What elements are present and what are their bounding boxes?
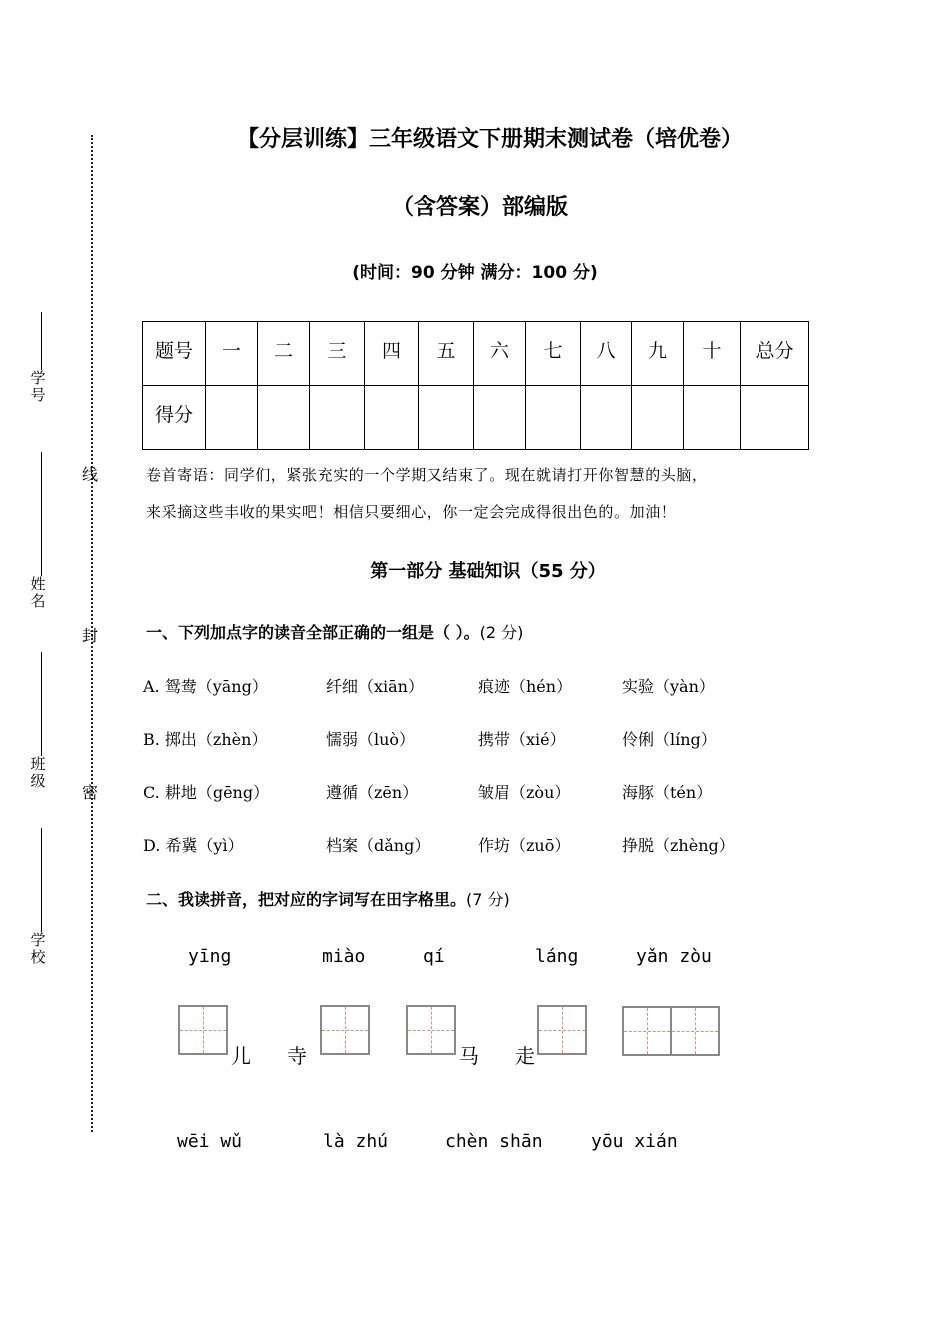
tianzige-box[interactable] bbox=[406, 1005, 456, 1055]
pinyin-lazhu: là zhú bbox=[323, 1131, 389, 1152]
student-id-label: 学号 bbox=[30, 369, 46, 404]
option-a-c: 痕迹（hén） bbox=[478, 677, 573, 696]
option-d-b: 档案（dǎng） bbox=[326, 836, 431, 855]
question-2-text: 二、我读拼音，把对应的字词写在田字格里。 bbox=[146, 890, 467, 909]
score-entry-cell[interactable] bbox=[741, 386, 809, 450]
suffix-char-zou: 走 bbox=[515, 1044, 535, 1068]
score-table bbox=[142, 321, 809, 450]
pinyin-lang: láng bbox=[535, 946, 579, 967]
table-cell: 四 bbox=[365, 322, 419, 386]
score-table-score-row bbox=[143, 386, 809, 450]
score-entry-cell[interactable] bbox=[474, 386, 526, 450]
page-subtitle: （含答案）部编版 bbox=[391, 195, 568, 220]
table-cell: 二 bbox=[258, 322, 310, 386]
question-1-text: 一、下列加点字的读音全部正确的一组是（ ）。 bbox=[146, 623, 480, 642]
seal-mark-mi: 密 bbox=[81, 783, 98, 802]
score-entry-cell[interactable] bbox=[581, 386, 632, 450]
pinyin-miao: miào bbox=[322, 946, 366, 967]
tianzige-box[interactable] bbox=[178, 1005, 228, 1055]
score-entry-cell[interactable] bbox=[632, 386, 684, 450]
student-id-blank bbox=[41, 312, 42, 370]
option-c-c: 皱眉（zòu） bbox=[478, 783, 571, 802]
seal-mark-xian: 线 bbox=[81, 465, 98, 484]
table-cell: 题号 bbox=[143, 322, 206, 386]
tianzige-box[interactable] bbox=[670, 1006, 720, 1056]
question-1 bbox=[146, 620, 523, 643]
table-cell: 五 bbox=[419, 322, 474, 386]
score-entry-cell[interactable] bbox=[684, 386, 741, 450]
table-cell: 总分 bbox=[741, 322, 809, 386]
encouragement-line-1: 卷首寄语：同学们，紧张充实的一个学期又结束了。现在就请打开你智慧的头脑， bbox=[146, 466, 708, 484]
score-table-header-row bbox=[143, 322, 809, 386]
class-label: 班级 bbox=[30, 755, 46, 790]
table-cell: 三 bbox=[310, 322, 365, 386]
tianzige-box[interactable] bbox=[320, 1005, 370, 1055]
question-2 bbox=[146, 887, 510, 910]
suffix-char-er: 儿 bbox=[231, 1044, 251, 1068]
option-a-b: 纤细（xiān） bbox=[326, 677, 424, 696]
exam-time-info: (时间：90 分钟 满分：100 分) bbox=[352, 263, 598, 283]
pinyin-ying: yīng bbox=[188, 946, 232, 967]
table-cell: 六 bbox=[474, 322, 526, 386]
score-entry-cell[interactable] bbox=[419, 386, 474, 450]
page-title: 【分层训练】三年级语文下册期末测试卷（培优卷） bbox=[236, 127, 743, 152]
table-cell: 八 bbox=[581, 322, 632, 386]
option-a-d: 实验（yàn） bbox=[622, 677, 715, 696]
section-heading: 第一部分 基础知识（55 分） bbox=[370, 561, 606, 582]
table-cell: 得分 bbox=[143, 386, 206, 450]
suffix-char-si: 寺 bbox=[287, 1044, 307, 1068]
table-cell: 一 bbox=[206, 322, 258, 386]
score-entry-cell[interactable] bbox=[365, 386, 419, 450]
option-c-label: C. 耕地（gēng） bbox=[143, 783, 270, 802]
school-label: 学校 bbox=[30, 931, 46, 966]
score-entry-cell[interactable] bbox=[206, 386, 258, 450]
pinyin-qi: qí bbox=[423, 946, 445, 967]
option-a-label: A. 鸳鸯（yāng） bbox=[143, 677, 268, 696]
pinyin-youxian: yōu xián bbox=[591, 1131, 678, 1152]
score-entry-cell[interactable] bbox=[310, 386, 365, 450]
option-b-b: 懦弱（luò） bbox=[326, 730, 416, 749]
table-cell: 九 bbox=[632, 322, 684, 386]
table-cell: 七 bbox=[526, 322, 581, 386]
option-d-label: D. 希冀（yì） bbox=[143, 836, 244, 855]
pinyin-chenshan: chèn shān bbox=[445, 1131, 543, 1152]
option-b-d: 伶俐（líng） bbox=[622, 730, 717, 749]
score-entry-cell[interactable] bbox=[526, 386, 581, 450]
question-1-score: (2 分) bbox=[479, 623, 524, 642]
option-b-c: 携带（xié） bbox=[478, 730, 566, 749]
option-c-b: 遵循（zēn） bbox=[326, 783, 419, 802]
score-entry-cell[interactable] bbox=[258, 386, 310, 450]
tianzige-box[interactable] bbox=[622, 1006, 672, 1056]
name-label: 姓名 bbox=[30, 575, 46, 610]
option-d-c: 作坊（zuō） bbox=[478, 836, 571, 855]
school-blank bbox=[41, 828, 42, 932]
question-2-score: (7 分) bbox=[466, 890, 510, 909]
option-d-d: 挣脱（zhèng） bbox=[622, 836, 735, 855]
suffix-char-ma: 马 bbox=[459, 1044, 479, 1068]
option-b-label: B. 掷出（zhèn） bbox=[143, 730, 268, 749]
pinyin-weiwu: wēi wǔ bbox=[177, 1131, 243, 1152]
class-blank bbox=[41, 652, 42, 756]
table-cell: 十 bbox=[684, 322, 741, 386]
pinyin-yanzou: yǎn zòu bbox=[636, 946, 712, 967]
tianzige-box[interactable] bbox=[537, 1005, 587, 1055]
encouragement-line-2: 来采摘这些丰收的果实吧！相信只要细心，你一定会完成得很出色的。加油！ bbox=[146, 503, 677, 521]
option-c-d: 海豚（tén） bbox=[622, 783, 713, 802]
seal-mark-feng: 封 bbox=[81, 626, 98, 645]
